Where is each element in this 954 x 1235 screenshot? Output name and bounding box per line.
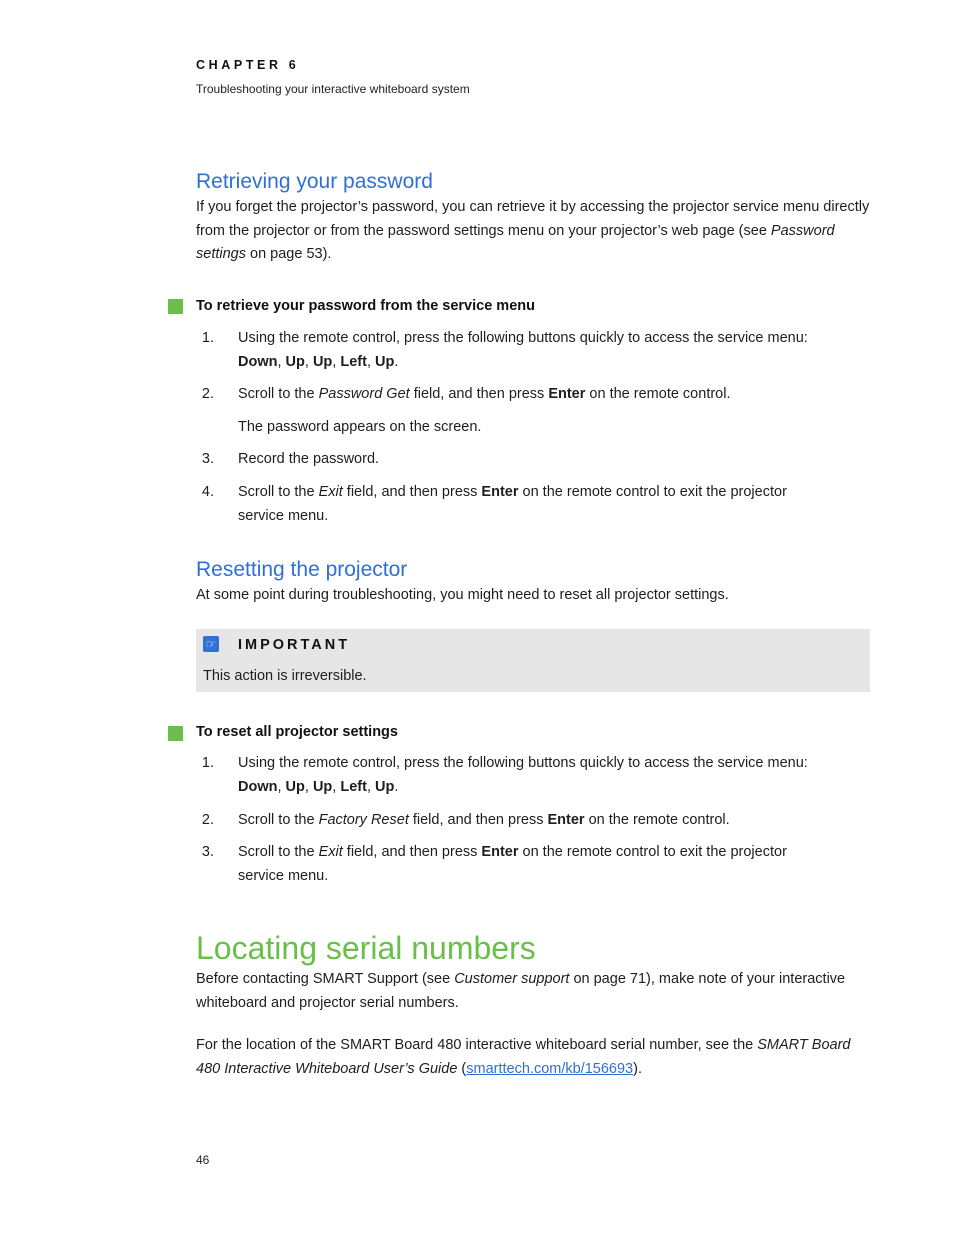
kb-link[interactable]: smarttech.com/kb/156693 bbox=[466, 1060, 634, 1077]
pointing-hand-icon: ☞ bbox=[203, 636, 219, 652]
list-item: 3. Scroll to the Exit field, and then press Enter on the remote control to exit the projector service menu. bbox=[201, 844, 787, 884]
list-item: 2. Scroll to the Password Get field, and then press Enter on the remote control. bbox=[201, 386, 731, 402]
procedure-bullet-icon bbox=[168, 299, 183, 314]
procedure-title-reset: To reset all projector settings bbox=[196, 724, 398, 740]
step-note: The password appears on the screen. bbox=[238, 419, 482, 435]
heading-locating-serial-numbers: Locating serial numbers bbox=[196, 930, 536, 966]
chapter-title: Troubleshooting your interactive whiteboard system bbox=[196, 82, 470, 96]
procedure-bullet-icon bbox=[168, 726, 183, 741]
retrieving-intro: If you forget the projector’s password, you can retrieve it by accessing the projector service menu directly from the projector or from the password settings menu on your projector’s web page (see Password settings on page 53). bbox=[196, 199, 870, 262]
procedure-title-retrieve: To retrieve your password from the service menu bbox=[196, 298, 535, 314]
important-label: IMPORTANT bbox=[238, 637, 351, 653]
resetting-intro: At some point during troubleshooting, you might need to reset all projector settings. bbox=[196, 587, 729, 603]
list-item: 3. Record the password. bbox=[201, 451, 380, 467]
chapter-label: CHAPTER 6 bbox=[196, 58, 300, 72]
locating-para-1: Before contacting SMART Support (see Customer support on page 71), make note of your interactive whiteboard and projector serial numbers. bbox=[196, 971, 846, 1011]
customer-support-reference: Customer support bbox=[454, 971, 570, 987]
password-settings-reference: Password settings bbox=[196, 222, 835, 262]
user-guide-reference: SMART Board 480 Interactive Whiteboard User’s Guide bbox=[196, 1037, 851, 1077]
heading-retrieving-password: Retrieving your password bbox=[196, 170, 433, 193]
list-item: 1. Using the remote control, press the following buttons quickly to access the service menu: Down, Up, Up, Left, Up. bbox=[201, 330, 808, 370]
heading-resetting-projector: Resetting the projector bbox=[196, 558, 408, 581]
important-text: This action is irreversible. bbox=[203, 668, 367, 684]
locating-para-2: For the location of the SMART Board 480 interactive whiteboard serial number, see the SMART Board 480 Interactive Whiteboard User’s Guide (smarttech.com/kb/156693). bbox=[196, 1037, 851, 1077]
list-item: 1. Using the remote control, press the following buttons quickly to access the service menu: Down, Up, Up, Left, Up. bbox=[201, 755, 808, 795]
important-callout bbox=[196, 629, 870, 692]
list-item: 4. Scroll to the Exit field, and then press Enter on the remote control to exit the projector service menu. bbox=[201, 484, 787, 524]
page-number: 46 bbox=[196, 1153, 210, 1167]
list-item: 2. Scroll to the Factory Reset field, and then press Enter on the remote control. bbox=[201, 812, 730, 828]
